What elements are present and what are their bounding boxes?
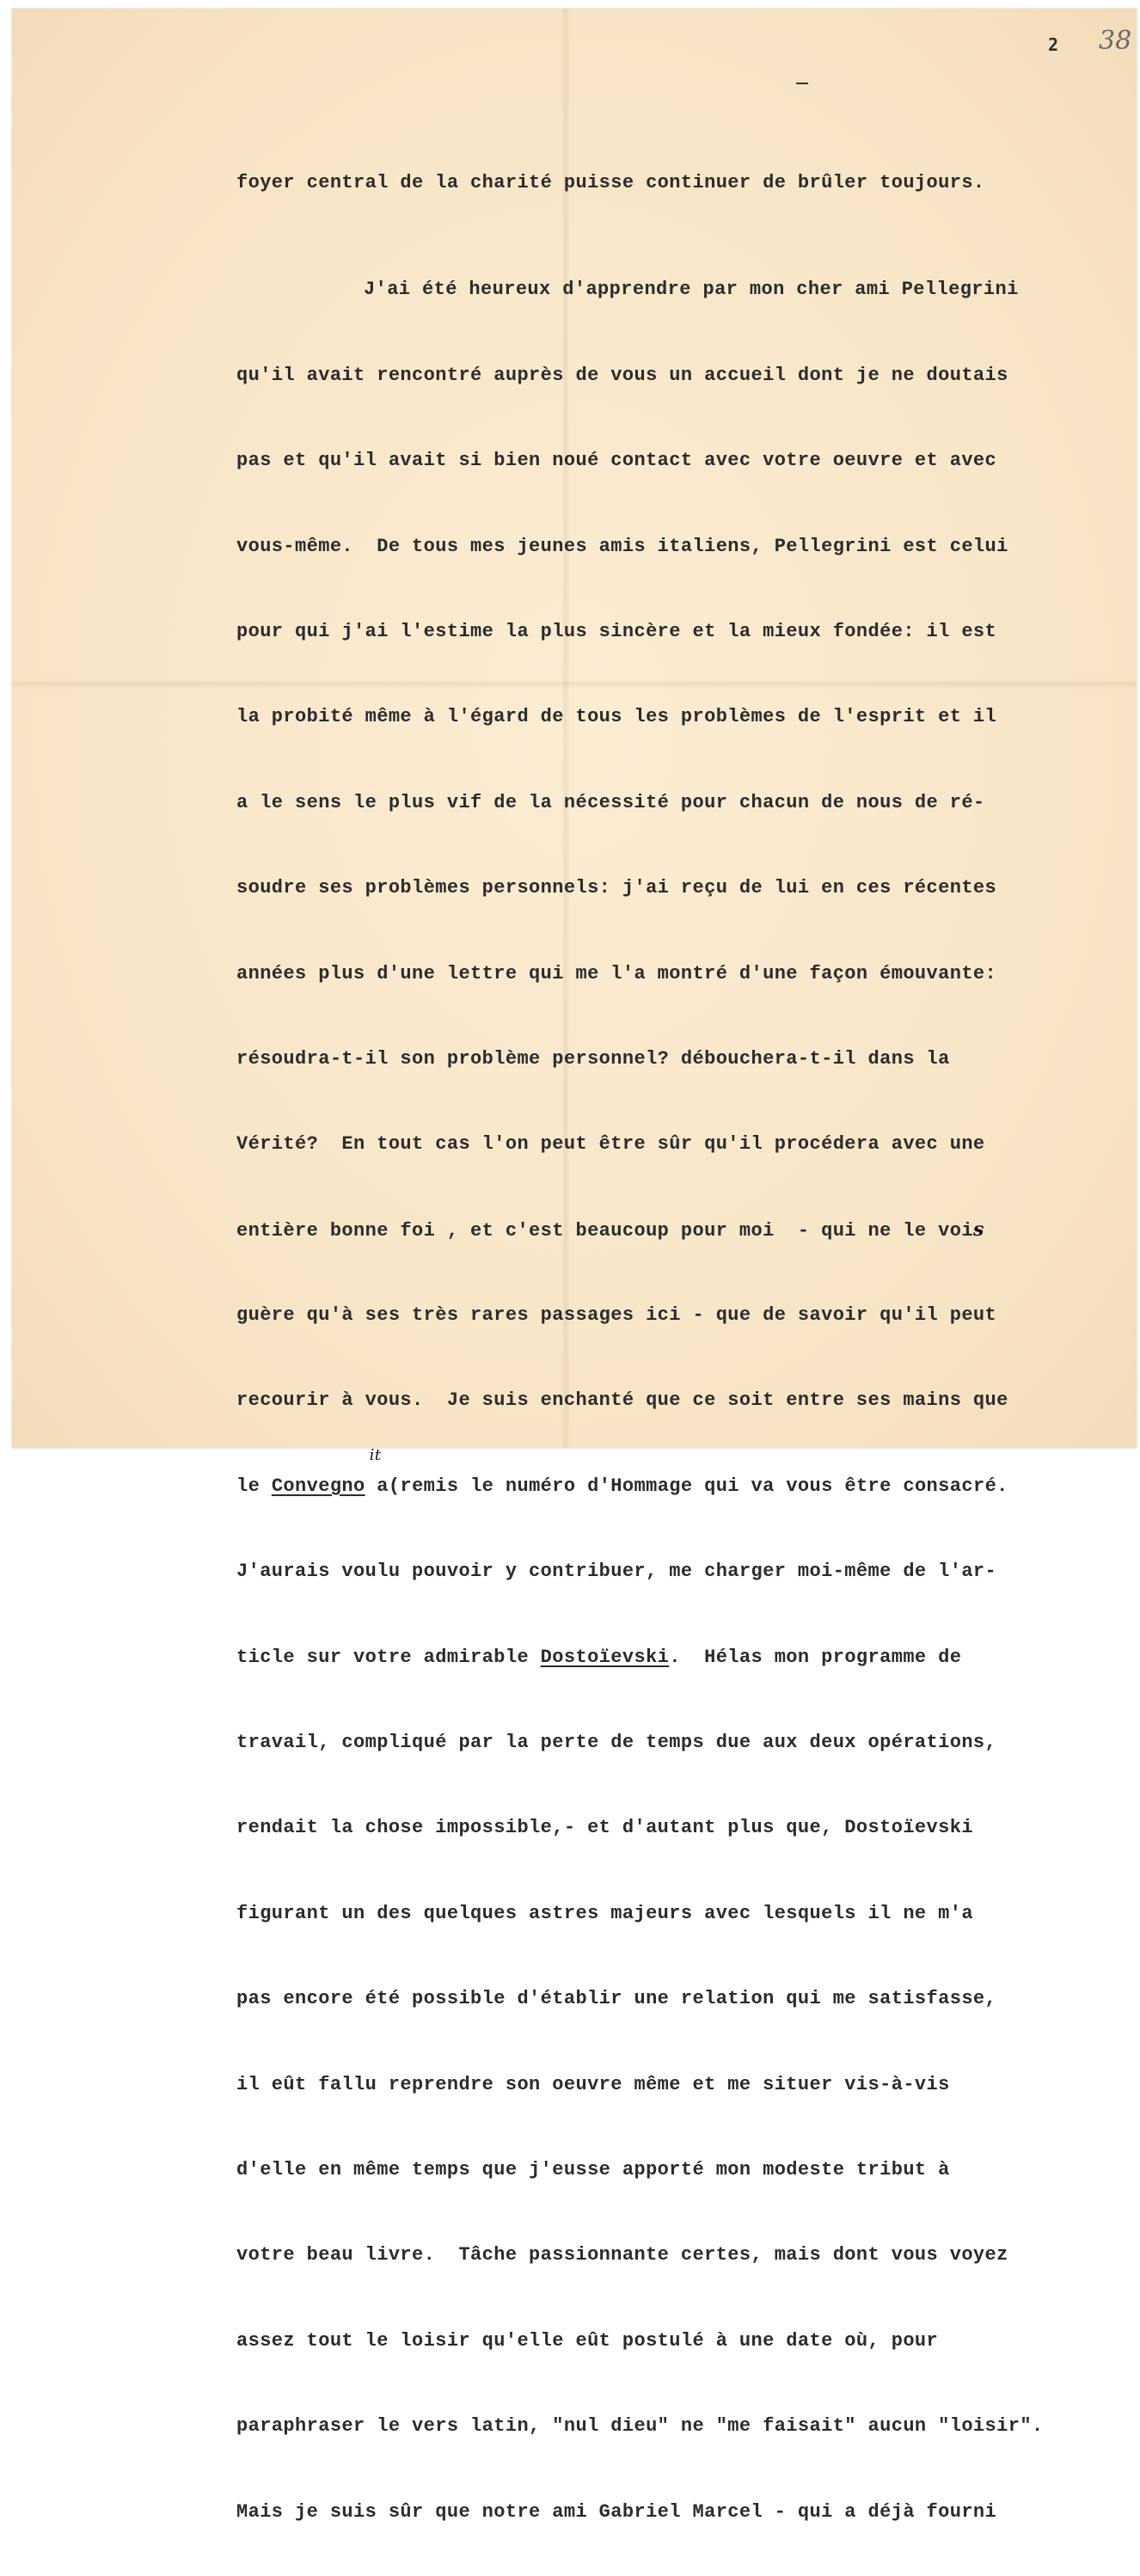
- page-number: 2: [1048, 34, 1059, 55]
- letter-line: Vérité? En tout cas l'on peut être sûr qu'il procédera avec une: [236, 1133, 985, 1156]
- letter-line: foyer central de la charité puisse continuer de brûler toujours.: [236, 172, 985, 193]
- letter-line-text: (remis le numéro d'Hommage qui va vous être consacré.: [388, 1475, 1008, 1497]
- letter-line: [236, 1209, 1096, 1251]
- letter-line: J'ai été heureux d'apprendre par mon cher ami Pellegrini: [364, 279, 1019, 301]
- letter-line-text: entière bonne foi , et c'est beaucoup pour moi - qui ne le voi: [236, 1219, 973, 1242]
- letter-line-text: . Hélas mon programme de: [669, 1646, 962, 1668]
- letter-body: [236, 119, 1096, 2576]
- letter-line-text: le: [236, 1475, 272, 1497]
- letter-line: pas et qu'il avait si bien noué contact avec votre oeuvre et avec: [236, 450, 997, 472]
- letter-line: J'aurais voulu pouvoir y contribuer, me charger moi-même de l'ar-: [236, 1561, 997, 1583]
- letter-line: guère qu'à ses très rares passages ici - que de savoir qu'il peut: [236, 1304, 997, 1327]
- letter-line: il eût fallu reprendre son oeuvre même et me situer vis-à-vis: [236, 2073, 950, 2095]
- letter-line: votre beau livre. Tâche passionnante certes, mais dont vous voyez: [236, 2244, 1008, 2266]
- letter-line-text: ticle sur votre admirable: [236, 1646, 541, 1668]
- letter-line: figurant un des quelques astres majeurs avec lesquels il ne m'a: [236, 1902, 973, 1924]
- insertion-mark-text: it: [369, 1445, 382, 1464]
- letter-line: pas encore été possible d'établir une relation qui me satisfasse,: [236, 1988, 997, 2010]
- handwritten-folio-number: 38: [1099, 26, 1132, 56]
- letter-line: soudre ses problèmes personnels: j'ai reçu de lui en ces récentes: [236, 877, 997, 899]
- letter-line: travail, compliqué par la perte de temps due aux deux opérations,: [236, 1732, 997, 1754]
- typed-dash-mark: [796, 83, 808, 84]
- letter-line: vous-même. De tous mes jeunes amis italiens, Pellegrini est celui: [236, 535, 1008, 557]
- letter-line: Mais je suis sûr que notre ami Gabriel Marcel - qui a déjà fourni: [236, 2500, 997, 2523]
- letter-line: d'elle en même temps que j'eusse apporté mon modeste tribut à: [236, 2158, 950, 2180]
- letter-line: la probité même à l'égard de tous les problèmes de l'esprit et il: [236, 706, 997, 728]
- letter-line: rendait la chose impossible,- et d'autant plus que, Dostoïevski: [236, 1817, 973, 1839]
- underlined-title-dostoievski: Dostoïevski: [540, 1646, 670, 1668]
- letter-page: [12, 9, 1137, 2523]
- letter-line: [236, 1636, 1096, 1678]
- letter-line: années plus d'une lettre qui me l'a montré d'une façon émouvante:: [236, 962, 997, 984]
- letter-line: résoudra-t-il son problème personnel? débouchera-t-il dans la: [236, 1047, 950, 1070]
- handwritten-correction: s: [972, 1217, 984, 1241]
- handwritten-insertion: [365, 1445, 389, 1507]
- letter-line-text: a: [365, 1475, 389, 1497]
- letter-line: a le sens le plus vif de la nécessité pour chacun de nous de ré-: [236, 791, 985, 813]
- letter-line: pour qui j'ai l'estime la plus sincère et la mieux fondée: il est: [236, 620, 997, 642]
- letter-line: assez tout le loisir qu'elle eût postulé à une date où, pour: [236, 2329, 939, 2352]
- letter-line: qu'il avait rencontré auprès de vous un accueil dont je ne doutais: [236, 364, 1008, 386]
- letter-line: [236, 1445, 1096, 1507]
- letter-line: paraphraser le vers latin, "nul dieu" ne "me faisait" aucun "loisir".: [236, 2415, 1044, 2438]
- letter-line: recourir à vous. Je suis enchanté que ce soit entre ses mains que: [236, 1389, 1008, 1412]
- underlined-title-convegno: Convegno: [271, 1475, 365, 1497]
